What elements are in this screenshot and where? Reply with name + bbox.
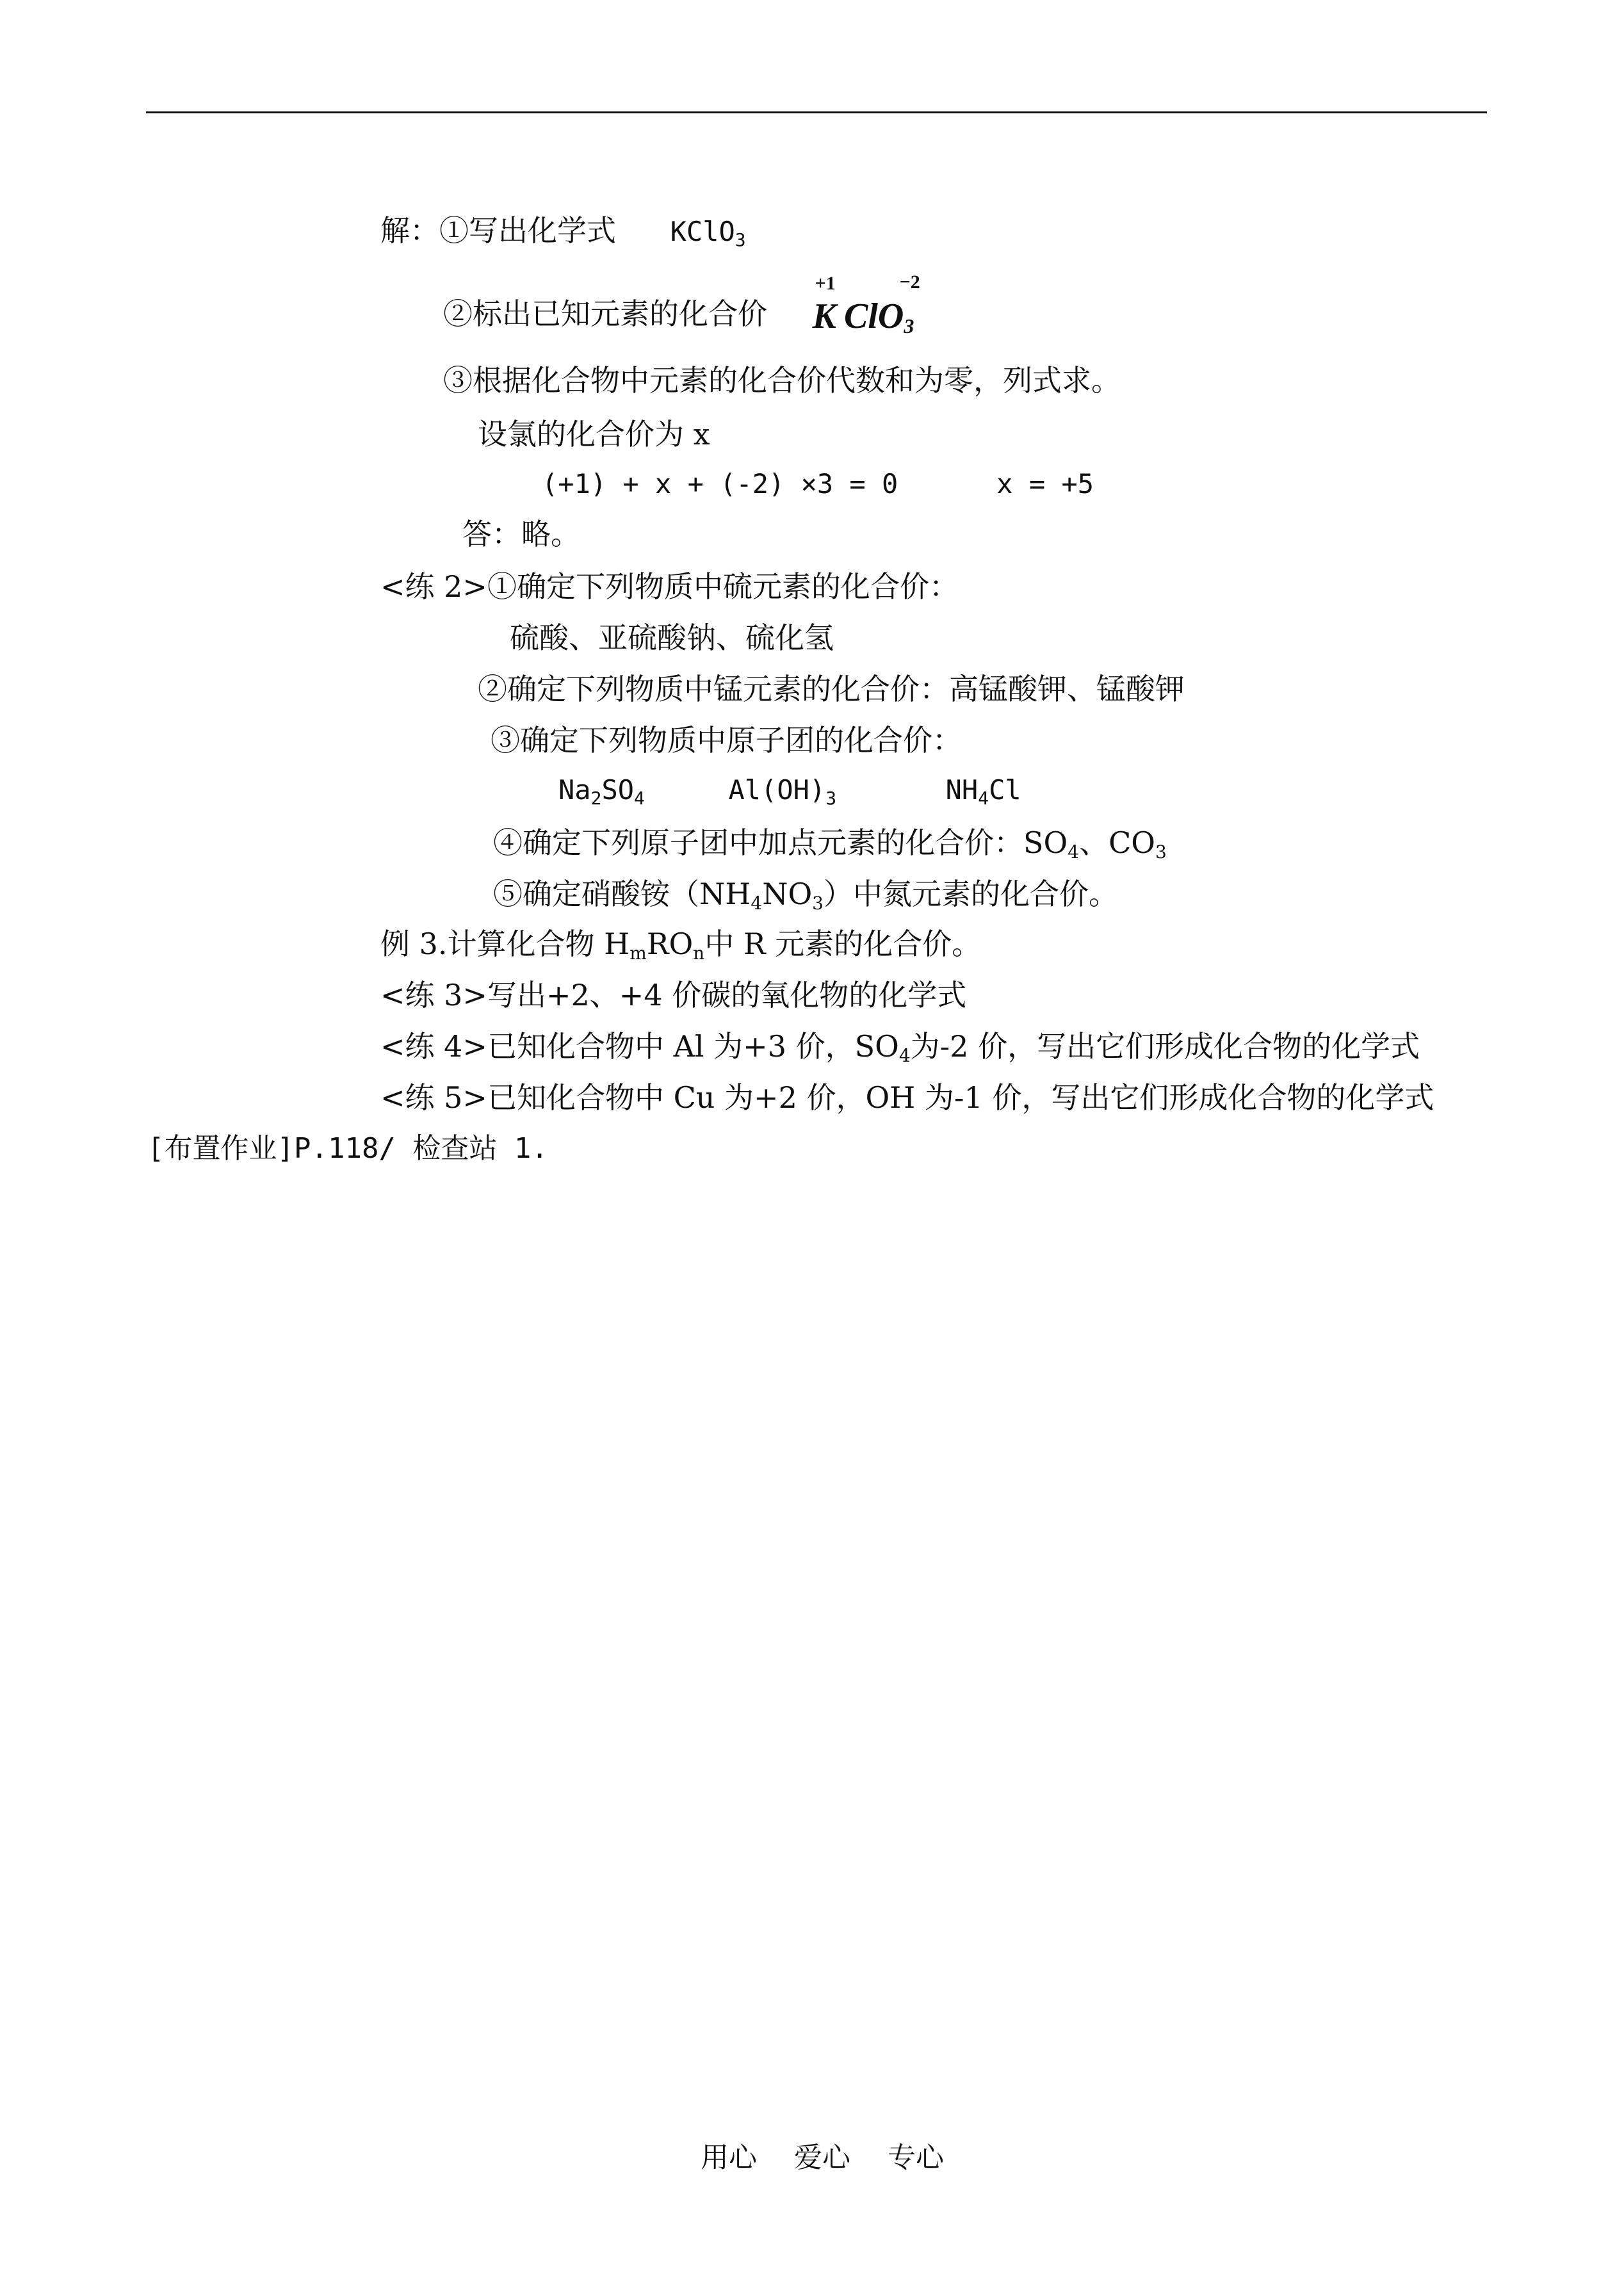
footer-item: 专心	[888, 2141, 944, 2174]
solution-step1	[380, 211, 746, 251]
solution-label: 解：	[380, 213, 439, 248]
solution-step2	[443, 272, 920, 337]
practice2-line5: ④确定下列原子团中加点元素的化合价：$SO_4$、$CO_3$	[493, 825, 1167, 863]
step2-text: ②标出已知元素的化合价	[443, 296, 767, 331]
footer-item: 爱心	[794, 2141, 850, 2174]
solution-result: x = +5	[996, 468, 1094, 499]
valence-k: +1	[815, 273, 836, 294]
step1-text: ①写出化学式	[439, 213, 616, 248]
formula-al-oh-3: $Al(OH)_3$	[728, 774, 837, 809]
footer-item: 用心	[701, 2141, 757, 2174]
practice5: <练 5>已知化合物中 Cu 为+2 价，OH 为-1 价，写出它们形成化合物的化学式	[380, 1080, 1434, 1115]
practice2-line3: ②确定下列物质中锰元素的化合价：高锰酸钾、锰酸钾	[478, 672, 1185, 706]
formula-na2so4: $Na_2SO_4$	[558, 774, 645, 809]
solution-let: 设氯的化合价为 x	[478, 417, 710, 451]
formula-nh4cl: $NH_4Cl$	[945, 774, 1021, 809]
practice4: <练 4>已知化合物中 Al 为+3 价，$SO_4$为-2 价，写出它们形成化合物的化学式	[380, 1029, 1420, 1066]
solution-equation: (+1) + x + (-2) ×3 = 0 x = +5	[542, 468, 1094, 499]
example3: 例 3.计算化合物 $H_mRO_n$中 R 元素的化合价。	[380, 927, 982, 964]
valence-o: −2	[899, 272, 920, 293]
page-footer	[701, 2139, 944, 2177]
practice2-line2: 硫酸、亚硫酸钠、硫化氢	[510, 620, 834, 655]
solution-step3: ③根据化合物中元素的化合价代数和为零，列式求。	[443, 363, 1121, 398]
homework: [布置作业]P.118/ 检查站 1.	[147, 1132, 548, 1165]
practice2-line6: ⑤确定硝酸铵$(NH_4NO_3)$中氮元素的化合价。	[493, 877, 1118, 914]
solution-answer: 答：略。	[462, 517, 580, 551]
practice3: <练 3>写出+2、+4 价碳的氧化物的化学式	[380, 978, 967, 1012]
practice2-formulas	[558, 771, 1021, 809]
practice2-line4: ③确定下列物质中原子团的化合价：	[491, 723, 962, 758]
step1-formula: KClO$_3$	[670, 216, 746, 250]
practice2-line1: <练 2>①确定下列物质中硫元素的化合价：	[380, 569, 959, 604]
kclo3-valence-formula: +1 −2 K ClO$_3$	[812, 272, 920, 337]
header-rule	[146, 111, 1487, 113]
